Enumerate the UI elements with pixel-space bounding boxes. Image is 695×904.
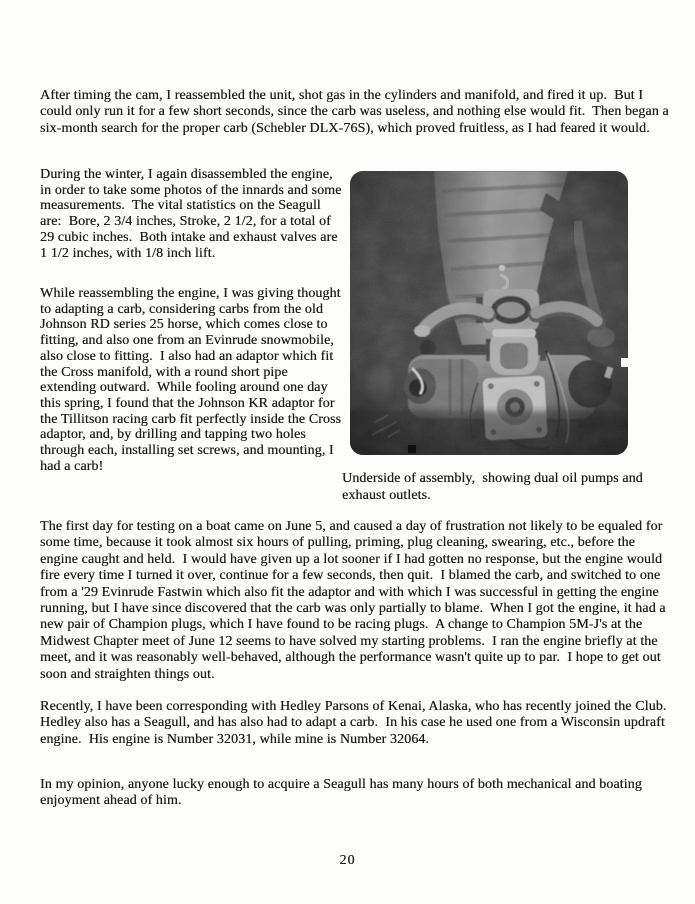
paragraph-winter: During the winter, I again disassembled the engine, in order to take some photos of the innards and some measurements. The vital statistics on the Seagull are: Bore, 2 3/4 inches, Stroke, 2 1/2, for a total of 29 cubic inches. Both intake and exhaust valves are 1 1/2 inches, with 1/8 inch lift. — [40, 167, 346, 261]
photo-caption: Underside of assembly, showing dual oil pumps and exhaust outlets. — [342, 471, 647, 503]
page-number: 20 — [339, 853, 356, 868]
paragraph-closing: In my opinion, anyone lucky enough to acquire a Seagull has many hours of both mechanical and boating enjoyment ahead of him. — [40, 777, 646, 809]
paragraph-testing: The first day for testing on a boat came on June 5, and caused a day of frustration not likely to be equaled for some time, because it took almost six hours of pulling, priming, plug cleaning, swearing, etc., before the engine caught and held. I would have given up a lot sooner if I had gotten no response, but the engine would fire every time I turned it over, continue for a few seconds, then quit. I blamed the carb, and switched to one from a '29 Evinrude Fastwin which also fit the adaptor and with which I was successful in getting the engine running, but I have since discovered that the carb was only partially to blame. When I got the engine, it had a new pair of Champion plugs, which I have found to be racing plugs. A change to Champion 5M-J's at the Midwest Chapter meet of June 12 seems to have solved my starting problems. I ran the engine briefly at the meet, and it was reasonably well-behaved, although the performance wasn't quite up to par. I hope to get out soon and straighten things out. — [40, 519, 670, 682]
engine-underside-photo — [350, 171, 628, 455]
paragraph-intro: After timing the cam, I reassembled the unit, shot gas in the cylinders and manifold, and fired it up. But I could only run it for a few short seconds, since the carb was useless, and nothing else would fit. Then began a six-month search for the proper carb (Schebler DLX-76S), which proved fruitless, as I had feared it would. — [40, 88, 673, 136]
paragraph-correspondence: Recently, I have been corresponding with Hedley Parsons of Kenai, Alaska, who has recently joined the Club. Hedley also has a Seagull, and has also had to adapt a carb. In his case he used one from a Wisconsin updraft engine. His engine is Number 32031, while mine is Number 32064. — [40, 699, 674, 747]
paragraph-reassembling: While reassembling the engine, I was giving thought to adapting a carb, considering carbs from the old Johnson RD series 25 horse, which comes close to fitting, and also one from an Evinrude snowmobile, also close to fitting. I also had an adaptor which fit the Cross manifold, with a round short pipe extending outward. While fooling around one day this spring, I found that the Johnson KR adaptor for the Tillitson racing carb fit perfectly inside the Cross adaptor, and, by drilling and tapping two holes through each, installing set screws, and mounting, I had a carb! — [40, 286, 345, 474]
